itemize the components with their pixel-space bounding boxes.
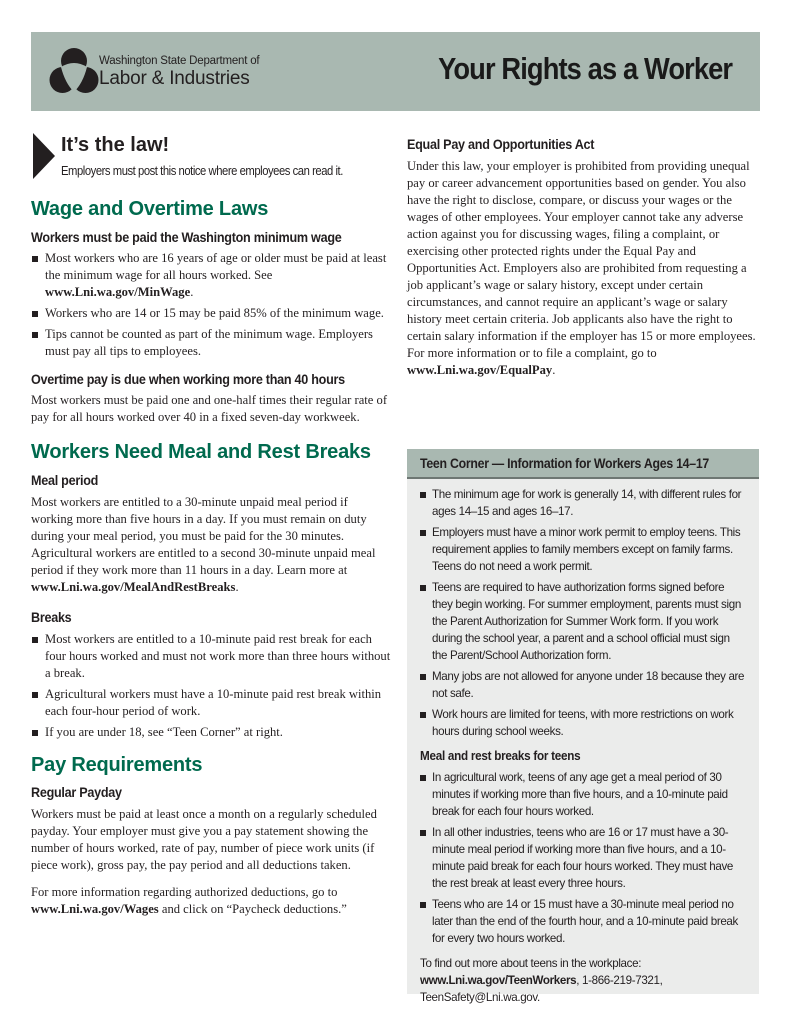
law-notice (31, 128, 391, 186)
list-item: Tips cannot be counted as part of the minimum wage. Employers must pay all tips to employees. (31, 326, 391, 360)
list-item: Teens who are 14 or 15 must have a 30-minute meal period no later than the end of the fourth hour, and a 10-minute paid break for every two hours worked. (420, 896, 747, 947)
list-item: Agricultural workers must have a 10-minute paid rest break within each four-hour period of work. (31, 686, 391, 720)
breaks-heading: Workers Need Meal and Rest Breaks (31, 441, 371, 463)
list-item: In agricultural work, teens of any age get a meal period of 30 minutes if working more than five hours, and a 10-minute paid break for each four hours worked. (420, 769, 747, 820)
teen-corner-body (407, 479, 759, 1006)
agency-line-2: Labor & Industries (99, 68, 250, 89)
list-item: Work hours are limited for teens, with more restrictions on work hours during school weeks. (420, 706, 747, 740)
overtime-heading: Overtime pay is due when working more than 40 hours (31, 371, 345, 387)
teen-list (420, 486, 747, 740)
wage-heading: Wage and Overtime Laws (31, 198, 269, 220)
lni-logo-icon (49, 47, 99, 97)
teen-corner-panel (407, 449, 759, 1004)
list-item: Most workers who are 16 years of age or older must be paid at least the minimum wage for all hours worked. See www.Lni.wa.gov/MinWage. (31, 250, 391, 301)
teen-workers-link[interactable]: www.Lni.wa.gov/TeenWorkers (420, 974, 577, 987)
meal-period-heading: Meal period (31, 472, 99, 488)
teen-corner-header (407, 449, 759, 479)
law-notice-title: It’s the law! (61, 134, 170, 156)
wages-link[interactable]: www.Lni.wa.gov/Wages (31, 902, 159, 916)
teen-breaks-heading: Meal and rest breaks for teens (420, 748, 581, 763)
deductions-text: For more information regarding authorized deductions, go to www.Lni.wa.gov/Wages and click on “Paycheck deductions.” (31, 885, 347, 916)
list-item: Teens are required to have authorization forms signed before they begin working. For summer employment, parents must sign the Parent Authorization for Summer Work form. If you work during the school year, a parent and a school official must sign the Parent/School Authorization form. (420, 579, 747, 664)
teen-corner-heading: Teen Corner — Information for Workers Ages 14–17 (420, 455, 710, 471)
teen-more-info: To find out more about teens in the workplace: www.Lni.wa.gov/TeenWorkers, 1-866-219-7321, TeenSafety@Lni.wa.gov. (420, 957, 663, 1004)
triangle-arrow-icon (33, 133, 55, 179)
list-item: Workers who are 14 or 15 may be paid 85% of the minimum wage. (31, 305, 391, 322)
law-notice-subtitle: Employers must post this notice where employees can read it. (61, 164, 343, 178)
agency-name (99, 55, 259, 89)
list-item: The minimum age for work is generally 14, with different rules for ages 14–15 and ages 16–17. (420, 486, 747, 520)
header-banner (31, 32, 760, 111)
right-column (407, 128, 759, 379)
list-item: Many jobs are not allowed for anyone under 18 because they are not safe. (420, 668, 747, 702)
meal-period-text: Most workers are entitled to a 30-minute unpaid meal period if working more than five hours in a day. If you must remain on duty during your meal period, you must be paid for the 30 minutes. Agricultural workers are entitled to a second 30-minute unpaid meal period if they work more than 11 hours in a day. Learn more at www.Lni.wa.gov/MealAndRestBreaks. (31, 495, 376, 594)
equal-pay-link[interactable]: www.Lni.wa.gov/EqualPay (407, 363, 553, 377)
wage-list (31, 250, 391, 360)
equal-pay-heading: Equal Pay and Opportunities Act (407, 136, 595, 152)
page-title: Your Rights as a Worker (437, 51, 732, 86)
pay-heading: Pay Requirements (31, 754, 203, 776)
agency-line-1: Washington State Department of (99, 55, 260, 67)
overtime-text: Most workers must be paid one and one-half times their regular rate of pay for all hours worked over 40 in a fixed seven-day workweek. (31, 393, 388, 424)
payday-text: Workers must be paid at least once a month on a regularly scheduled payday. Your employer must give you a pay statement showing the number of hours worked, rate of pay, number of piece work units (if piece work), gross pay, the pay period and all deductions taken. (31, 807, 377, 872)
teen-breaks-list (420, 769, 747, 947)
breaks-subheading: Breaks (31, 609, 72, 625)
min-wage-heading: Workers must be paid the Washington minimum wage (31, 229, 342, 245)
list-item: In all other industries, teens who are 16 or 17 must have a 30-minute meal period if working more than five hours, and a 10-minute paid break for each four hours worked. They must have the rest break at least every three hours. (420, 824, 747, 892)
minwage-link[interactable]: www.Lni.wa.gov/MinWage (45, 285, 191, 299)
breaks-list (31, 631, 391, 741)
list-item: Most workers are entitled to a 10-minute paid rest break for each four hours worked and must not work more than three hours without a break. (31, 631, 391, 682)
equal-pay-text: Under this law, your employer is prohibited from providing unequal pay or career advancement opportunities based on gender. You also have the right to disclose, compare, or discuss your wages or the wages of other employees. Your employer cannot take any adverse action against you for discussing wages, filing a complaint, or exercising other protected rights under the Equal Pay and Opportunities Act. Employers also are prohibited from requesting a job applicant’s wage or salary history, except under certain circumstances, and cannot require an applicant’s wage or salary history meet certain criteria. Job applicants also have the right to certain salary information if the employer has 15 or more employees. For more information or to file a complaint, go to www.Lni.wa.gov/EqualPay. (407, 159, 756, 377)
list-item: Employers must have a minor work permit to employ teens. This requirement applies to family members except on family farms. Teens do not need a work permit. (420, 524, 747, 575)
list-item: If you are under 18, see “Teen Corner” at right. (31, 724, 391, 741)
payday-heading: Regular Payday (31, 784, 122, 800)
meal-breaks-link[interactable]: www.Lni.wa.gov/MealAndRestBreaks (31, 580, 236, 594)
left-column (31, 128, 391, 918)
